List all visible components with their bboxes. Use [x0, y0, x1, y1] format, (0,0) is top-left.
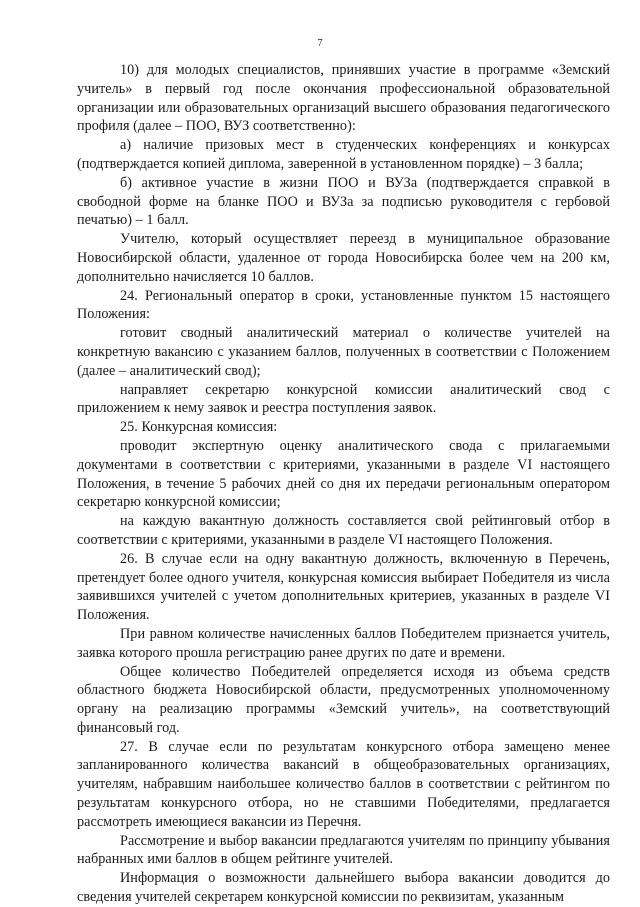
paragraph-24-regional-operator: 24. Региональный оператор в сроки, установленные пунктом 15 настоящего Положения:	[77, 287, 610, 323]
paragraph-b-active-participation: б) активное участие в жизни ПОО и ВУЗа (подтверждается справкой в свободной форме на бланке ПОО и ВУЗа за подписью руководителя с гербовой печатью) – 1 балл.	[77, 174, 610, 229]
paragraph-information-notice: Информация о возможности дальнейшего выбора вакансии доводится до сведения учителей секретарем конкурсной комиссии по реквизитам, указанным	[77, 870, 610, 906]
paragraph-27-remaining-vacancies: 27. В случае если по результатам конкурсного отбора замещено менее запланированного количества вакансий в общеобразовательных организациях, учителям, набравшим наибольшее количество баллов в соответствии с рейтингом по результатам конкурсного отбора, но не ставшими Победителями, предлагается рассмотреть имеющиеся вакансии из Перечня.	[77, 738, 610, 830]
paragraph-total-winners: Общее количество Победителей определяется исходя из объема средств областного бюджета Новосибирской области, предусмотренных уполномоченному органу на реализацию программы «Земский учитель», на соответствующий финансовый год.	[77, 663, 610, 736]
document-body	[77, 61, 610, 907]
paragraph-sends-summary: направляет секретарю конкурсной комиссии аналитический свод с приложением к нему заявок и реестра поступления заявок.	[77, 381, 610, 417]
paragraph-equal-scores: При равном количестве начисленных баллов Победителем признается учитель, заявка которого прошла регистрацию ранее других по дате и времени.	[77, 625, 610, 661]
paragraph-25-commission: 25. Конкурсная комиссия:	[120, 419, 278, 436]
paragraph-10-young-specialists: 10) для молодых специалистов, принявших участие в программе «Земский учитель» в первый год после окончания профессиональной образовательной организации или образовательных организаций высшего образования педагогического профиля (далее – ПОО, ВУЗ соответственно):	[77, 62, 610, 135]
paragraph-a-prize-places: а) наличие призовых мест в студенческих конференциях и конкурсах (подтверждается копией диплома, заверенной в установленном порядке) – 3 балла;	[77, 137, 610, 172]
paragraph-expert-evaluation: проводит экспертную оценку аналитического свода с прилагаемыми документами в соответствии с критериями, указанными в разделе VI настоящего Положения, в течение 5 рабочих дней со дня их передачи региональным оператором секретарю конкурсной комиссии;	[77, 437, 610, 511]
paragraph-26-multiple-applicants: 26. В случае если на одну вакантную должность, включенную в Перечень, претендует более одного учителя, конкурсная комиссия выбирает Победителя из числа заявившихся учителей с учетом дополнительных критериев, указанных в разделе VI Положения.	[77, 550, 610, 624]
paragraph-prepares-summary: готовит сводный аналитический материал о количестве учителей на конкретную вакансию с указанием баллов, полученных в соответствии с Положением (далее – аналитический свод);	[77, 325, 610, 379]
paragraph-rating-selection: на каждую вакантную должность составляется свой рейтинговый отбор в соответствии с критериями, указанными в разделе VI настоящего Положения.	[77, 513, 610, 548]
paragraph-relocation-bonus: Учителю, который осуществляет переезд в муниципальное образование Новосибирской области, удаленное от города Новосибирска более чем на 200 км, дополнительно начисляется 10 баллов.	[77, 231, 610, 285]
paragraph-vacancy-selection-order: Рассмотрение и выбор вакансии предлагаются учителям по принципу убывания набранных ими баллов в общем рейтинге учителей.	[77, 832, 610, 868]
page-number: 7	[317, 38, 323, 49]
